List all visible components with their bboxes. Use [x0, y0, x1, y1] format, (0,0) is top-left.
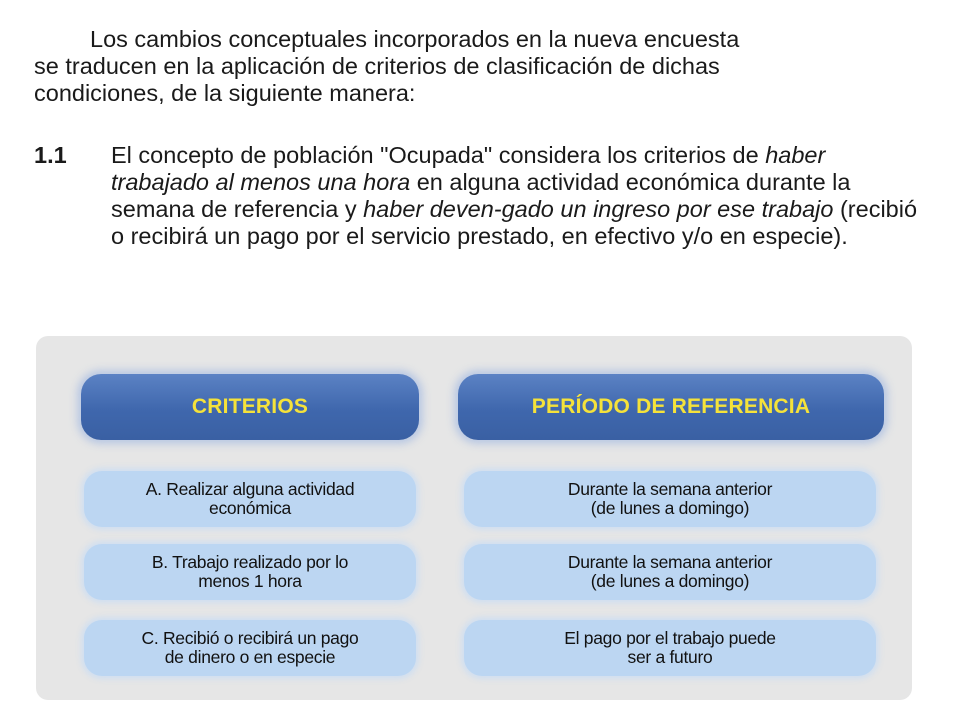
cell-criterio-b: B. Trabajo realizado por lo menos 1 hora	[84, 544, 416, 600]
point-text	[111, 142, 923, 250]
cell-criterio-a: A. Realizar alguna actividad económica	[84, 471, 416, 527]
header-periodo: PERÍODO DE REFERENCIA	[458, 374, 884, 440]
intro-paragraph: Los cambios conceptuales incorporados en la nueva encuesta se traducen en la aplicación de criterios de clasificación de dichas condiciones, de la siguiente manera:	[34, 26, 740, 106]
criteria-table-panel	[36, 336, 912, 700]
point-text-part1: El concepto de población "Ocupada" considera los criterios de	[111, 142, 766, 168]
point-number: 1.1	[34, 142, 67, 168]
point-italic-2: haber deven-gado un ingreso por ese trabajo	[363, 196, 834, 222]
cell-periodo-a: Durante la semana anterior (de lunes a domingo)	[464, 471, 876, 527]
point-text-part2: en alguna actividad económica durante la semana de referencia y	[111, 169, 851, 222]
header-criterios: CRITERIOS	[81, 374, 419, 440]
cell-criterio-c: C. Recibió o recibirá un pago de dinero o en especie	[84, 620, 416, 676]
cell-periodo-c: El pago por el trabajo puede ser a futuro	[464, 620, 876, 676]
cell-periodo-b: Durante la semana anterior (de lunes a domingo)	[464, 544, 876, 600]
point-text-part3: (recibió o recibirá un pago por el servicio prestado, en efectivo y/o en especie).	[111, 196, 918, 249]
point-italic-1: haber trabajado al menos una hora	[111, 142, 826, 195]
